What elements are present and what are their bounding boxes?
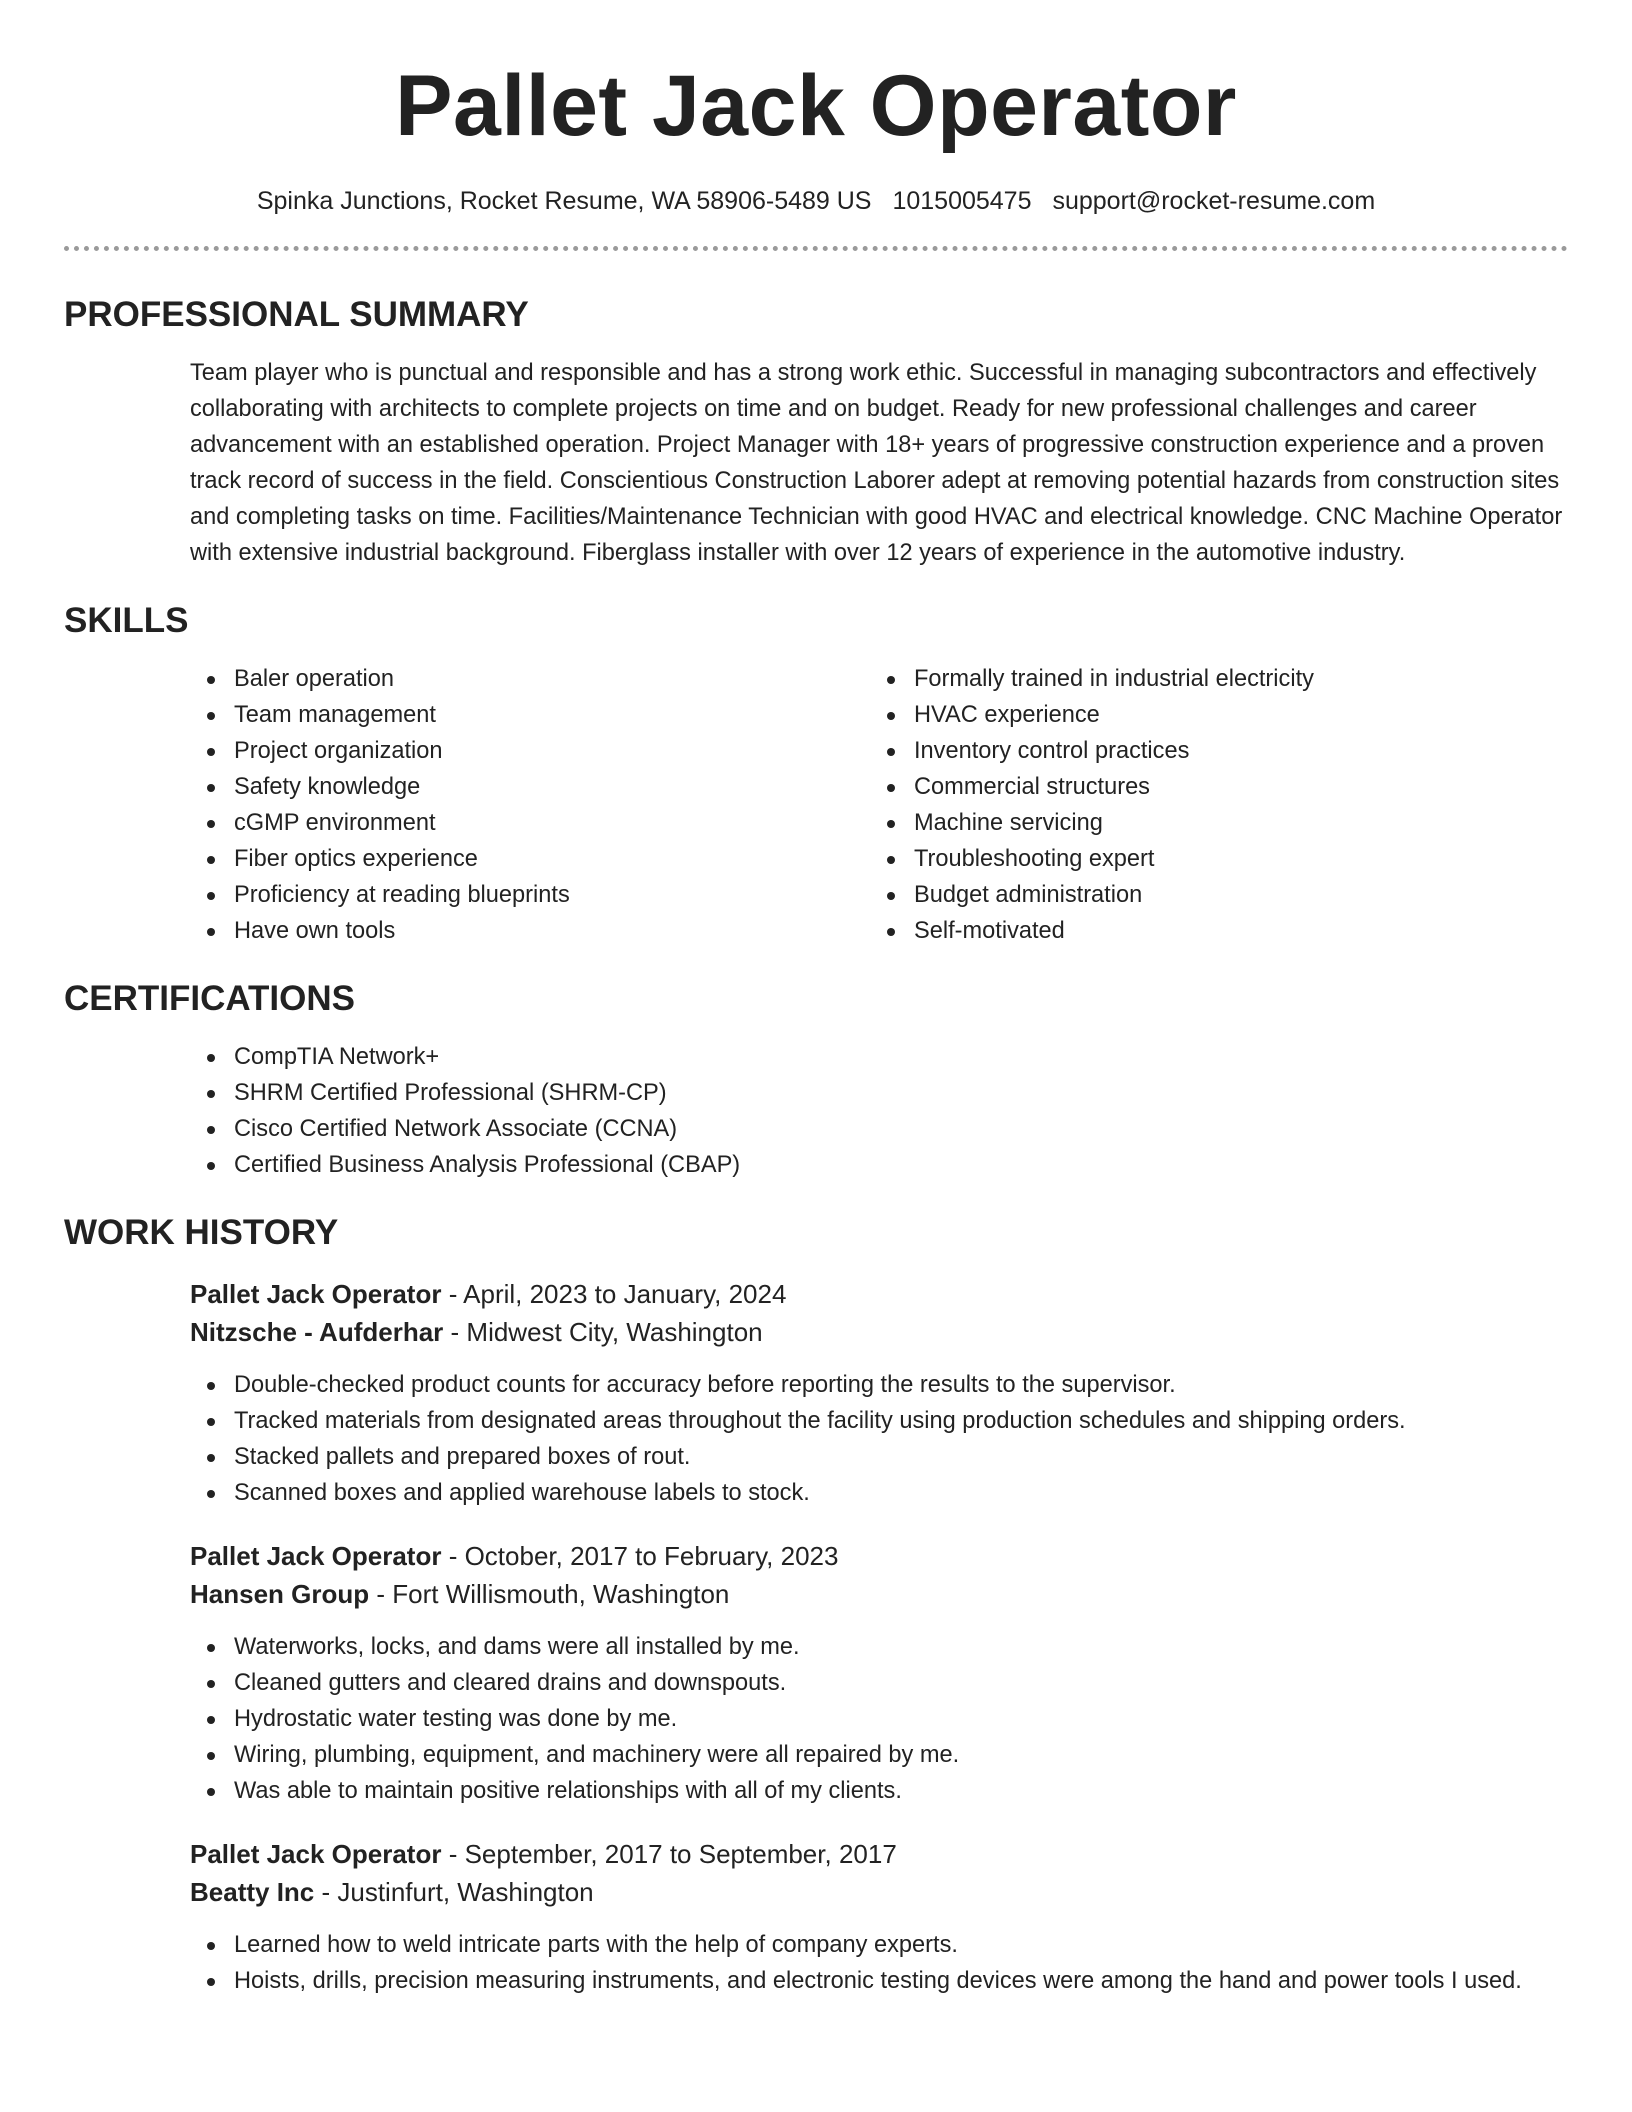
skill-item: Baler operation	[190, 661, 870, 697]
skill-item: Have own tools	[190, 913, 870, 949]
job-separator: -	[443, 1317, 467, 1347]
job-separator: -	[369, 1579, 393, 1609]
certification-item: Cisco Certified Network Associate (CCNA)	[190, 1111, 1568, 1147]
job-title-line	[190, 1537, 1568, 1575]
skill-item: HVAC experience	[870, 697, 1550, 733]
skill-item: Budget administration	[870, 877, 1550, 913]
certifications-list	[190, 1039, 1568, 1183]
job-title: Pallet Jack Operator	[190, 1279, 442, 1309]
certifications-heading: CERTIFICATIONS	[64, 979, 356, 1018]
job-bullet: Hydrostatic water testing was done by me.	[190, 1701, 1568, 1737]
work-history-heading: WORK HISTORY	[64, 1213, 339, 1252]
summary-section	[64, 293, 1568, 571]
skills-left-list	[190, 661, 870, 949]
job-title: Pallet Jack Operator	[190, 1541, 442, 1571]
job-location: Fort Willismouth, Washington	[392, 1579, 730, 1609]
skill-item: Proficiency at reading blueprints	[190, 877, 870, 913]
job-entry	[190, 1537, 1568, 1809]
skill-item: Inventory control practices	[870, 733, 1550, 769]
skill-item: Team management	[190, 697, 870, 733]
skill-item: Machine servicing	[870, 805, 1550, 841]
certifications-section	[64, 977, 1568, 1183]
skill-item: Formally trained in industrial electricity	[870, 661, 1550, 697]
job-bullet-list	[190, 1927, 1568, 1999]
job-location: Midwest City, Washington	[466, 1317, 763, 1347]
job-entry	[190, 1275, 1568, 1511]
job-bullet-list	[190, 1367, 1568, 1511]
job-bullet-list	[190, 1629, 1568, 1809]
certification-item: SHRM Certified Professional (SHRM-CP)	[190, 1075, 1568, 1111]
header-divider	[64, 246, 1568, 251]
job-separator: -	[314, 1877, 338, 1907]
skill-item: Commercial structures	[870, 769, 1550, 805]
job-bullet: Wiring, plumbing, equipment, and machinery were all repaired by me.	[190, 1737, 1568, 1773]
job-title: Pallet Jack Operator	[190, 1839, 442, 1869]
certification-item: Certified Business Analysis Professional (CBAP)	[190, 1147, 1568, 1183]
job-company: Hansen Group	[190, 1579, 370, 1609]
contact-address: Spinka Junctions, Rocket Resume, WA 58906-5489 US	[256, 187, 872, 215]
contact-email: support@rocket-resume.com	[1052, 187, 1376, 215]
job-title-line	[190, 1835, 1568, 1873]
job-bullet: Was able to maintain positive relationships with all of my clients.	[190, 1773, 1568, 1809]
skill-item: Self-motivated	[870, 913, 1550, 949]
job-bullet: Stacked pallets and prepared boxes of rout.	[190, 1439, 1568, 1475]
job-bullet: Scanned boxes and applied warehouse labels to stock.	[190, 1475, 1568, 1511]
job-company-line	[190, 1873, 1568, 1911]
job-location: Justinfurt, Washington	[337, 1877, 594, 1907]
job-separator: -	[441, 1839, 465, 1869]
skills-right-list	[870, 661, 1550, 949]
job-bullet: Double-checked product counts for accuracy before reporting the results to the supervisor.	[190, 1367, 1568, 1403]
job-bullet: Hoists, drills, precision measuring instruments, and electronic testing devices were among the hand and power tools I used.	[190, 1963, 1568, 1999]
job-bullet: Cleaned gutters and cleared drains and downspouts.	[190, 1665, 1568, 1701]
candidate-name: Pallet Jack Operator	[395, 58, 1237, 154]
job-bullet: Waterworks, locks, and dams were all installed by me.	[190, 1629, 1568, 1665]
summary-text: Team player who is punctual and responsible and has a strong work ethic. Successful in managing subcontractors and effectively collaborating with architects to complete projects on time and on budget. Ready for new professional challenges and career advancement with an established operation. Project Manager with 18+ years of progressive construction experience and a proven track record of success in the field. Conscientious Construction Laborer adept at removing potential hazards from construction sites and completing tasks on time. Facilities/Maintenance Technician with good HVAC and electrical knowledge. CNC Machine Operator with extensive industrial background. Fiberglass installer with over 12 years of experience in the automotive industry.	[190, 360, 1563, 566]
work-history-section	[64, 1211, 1568, 1999]
job-entry	[190, 1835, 1568, 1999]
certification-item: CompTIA Network+	[190, 1039, 1568, 1075]
job-company-line	[190, 1575, 1568, 1613]
job-dates: September, 2017 to September, 2017	[464, 1839, 897, 1869]
job-bullet: Learned how to weld intricate parts with the help of company experts.	[190, 1927, 1568, 1963]
skill-item: Troubleshooting expert	[870, 841, 1550, 877]
skill-item: Fiber optics experience	[190, 841, 870, 877]
skills-grid	[190, 661, 1568, 949]
skill-item: cGMP environment	[190, 805, 870, 841]
contact-line	[64, 184, 1568, 218]
contact-phone: 1015005475	[892, 187, 1032, 215]
job-dates: April, 2023 to January, 2024	[463, 1279, 787, 1309]
job-bullet: Tracked materials from designated areas throughout the facility using production schedules and shipping orders.	[190, 1403, 1568, 1439]
resume-page	[64, 0, 1568, 1999]
skill-item: Safety knowledge	[190, 769, 870, 805]
job-separator: -	[441, 1279, 464, 1309]
job-company: Nitzsche - Aufderhar	[190, 1317, 444, 1347]
job-dates: October, 2017 to February, 2023	[464, 1541, 839, 1571]
job-separator: -	[441, 1541, 465, 1571]
skills-section	[64, 599, 1568, 949]
job-company: Beatty Inc	[190, 1877, 315, 1907]
job-company-line	[190, 1313, 1568, 1351]
summary-heading: PROFESSIONAL SUMMARY	[64, 295, 529, 334]
job-title-line	[190, 1275, 1568, 1313]
skill-item: Project organization	[190, 733, 870, 769]
skills-heading: SKILLS	[64, 601, 189, 640]
